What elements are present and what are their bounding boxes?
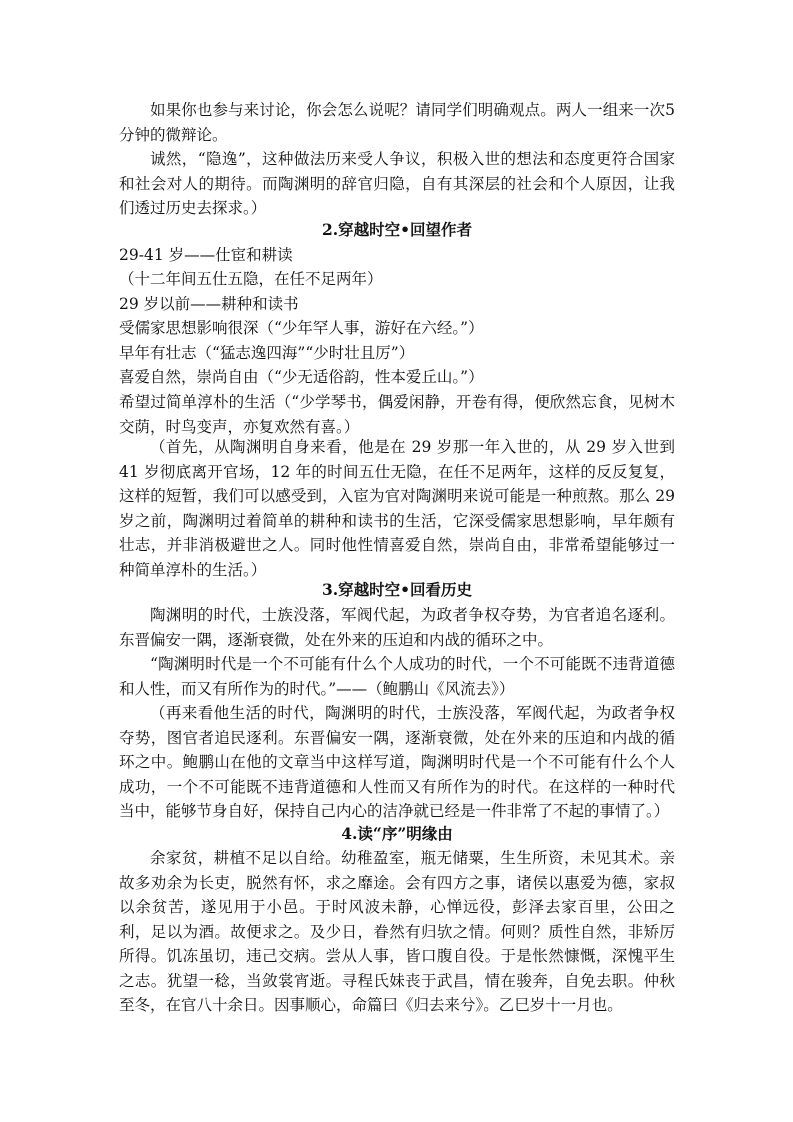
preface-paragraph: 余家贫，耕植不足以自给。幼稚盈室，瓶无储粟，生生所资，未见其术。亲故多劝余为长吏，脱然有怀，求之靡途。会有四方之事，诸侯以惠爱为德，家叔以余贫苦，遂见用于小邑。于时风波未静，心惮远役，彭泽去家百里，公田之利，足以为酒。故便求之。及少日，眷然有归欤之情。何则？质性自然，非矫厉所得。饥冻虽切，违己交病。尝从人事，皆口腹自役。于是怅然慷慨，深愧平生之志。犹望一稔，当敛裳宵逝。寻程氏妹丧于武昌，情在骏奔，自免去职。仲秋至冬，在官八十余日。因事顺心，命篇曰《归去来兮》。乙巳岁十一月也。 <box>119 849 675 1014</box>
history-paragraph: 陶渊明的时代，士族没落，军阀代起，为政者争权夺势，为官者追名逐利。东晋偏安一隅，逐渐衰微，处在外来的压迫和内战的循环之中。 <box>119 606 675 649</box>
timeline-line-note: （十二年间五仕五隐，在任不足两年） <box>119 270 383 288</box>
trait-paragraph-simple-life: 希望过简单淳朴的生活（“少学琴书，偶爱闲静，开卷有得，便欣然忘食，见树木交荫，时鸟变声，亦复欢然有喜。） <box>119 393 675 436</box>
history-quote: “陶渊明时代是一个不可能有什么个人成功的时代，一个不可能既不违背道德和人性，而又有所作为的时代。”——（鲍鹏山《风流去》） <box>119 655 675 698</box>
intro-paragraph-reclusion: 诚然，“隐逸”，这种做法历来受人争议，积极入世的想法和态度更符合国家和社会对人的期待。而陶渊明的辞官归隐，自有其深层的社会和个人原因，让我们透过历史去探求。） <box>119 150 675 217</box>
trait-line-nature: 喜爱自然，崇尚自由（“少无适俗韵，性本爱丘山。”） <box>119 368 484 386</box>
timeline-line-before-29: 29 岁以前——耕种和读书 <box>119 295 299 313</box>
author-commentary: （首先，从陶渊明自身来看，他是在 29 岁那一年入世的，从 29 岁入世到 41 岁彻底离开官场，12 年的时间五仕无隐，在任不足两年，这样的反反复复，这样的短暂，我们可以感受到，入宦为官对陶渊明来说可能是一种煎熬。那么 29 岁之前，陶渊明过着简单的耕种和读书的生活，它深受儒家思想影响，早年颇有壮志，并非消极避世之人。同时他性情喜爱自然，崇尚自由，非常希望能够过一种简单淳朴的生活。） <box>119 438 675 579</box>
section-heading-preface: 4.读“序”明缘由 <box>341 824 453 843</box>
section-heading-author: 2.穿越时空•回望作者 <box>321 220 473 239</box>
history-commentary: （再来看他生活的时代，陶渊明的时代，士族没落，军阀代起，为政者争权夺势，图官者追民逐利。东晋偏安一隅，逐渐衰微，处在外来的压迫和内战的循环之中。鲍鹏山在他的文章当中这样写道，陶渊明时代是一个不可能有什么个人成功，一个不可能既不违背道德和人性而又有所作为的时代。在这样的一种时代当中，能够节身自好，保持自己内心的洁净就已经是一件非常了不起的事情了。） <box>119 704 675 820</box>
timeline-line-29-41: 29-41 岁——仕宦和耕读 <box>119 246 293 264</box>
section-heading-history: 3.穿越时空•回看历史 <box>321 580 473 599</box>
trait-line-ambition: 早年有壮志（“猛志逸四海”“少时壮且厉”） <box>119 344 415 362</box>
trait-line-confucian: 受儒家思想影响很深（“少年罕人事，游好在六经。”） <box>119 319 484 337</box>
intro-paragraph-debate: 如果你也参与来讨论，你会怎么说呢？请同学们明确观点。两人一组来一次5分钟的微辩论。 <box>119 101 675 144</box>
